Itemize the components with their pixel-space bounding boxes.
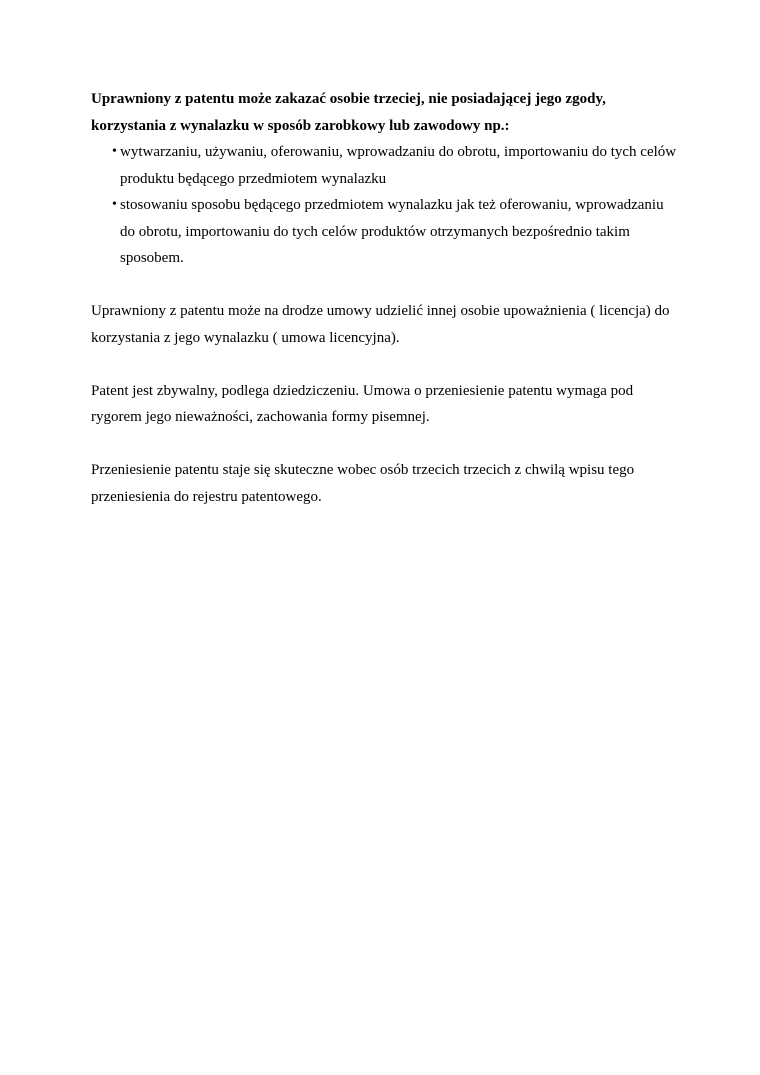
paragraph-license: Uprawniony z patentu może na drodze umowy udzielić innej osobie upoważnienia ( licencja) do korzystania z jego wynalazku ( umowa licencyjna). [91,303,670,346]
bullet-list [91,139,681,272]
document-body [91,86,681,510]
list-item-text: stosowaniu sposobu będącego przedmiotem wynalazku jak też oferowaniu, wprowadzaniu do obrotu, importowaniu do tych celów produktów otrzymanych bezpośrednio takim sposobem. [120,197,664,266]
document-heading: Uprawniony z patentu może zakazać osobie trzeciej, nie posiadającej jego zgody, korzystania z wynalazku w sposób zarobkowy lub zawodowy np.: [91,91,606,134]
list-item [91,139,681,192]
bullet-dot-icon: • [112,144,117,159]
paragraph-effective: Przeniesienie patentu staje się skuteczne wobec osób trzecich trzecich z chwilą wpisu tego przeniesienia do rejestru patentowego. [91,462,635,505]
paragraph-transfer: Patent jest zbywalny, podlega dziedziczeniu. Umowa o przeniesienie patentu wymaga pod rygorem jego nieważności, zachowania formy pisemnej. [91,382,634,425]
bullet-dot-icon: • [112,197,117,212]
list-item-text: wytwarzaniu, używaniu, oferowaniu, wprowadzaniu do obrotu, importowaniu do tych celów produktu będącego przedmiotem wynalazku [120,144,677,187]
list-item [91,192,681,272]
